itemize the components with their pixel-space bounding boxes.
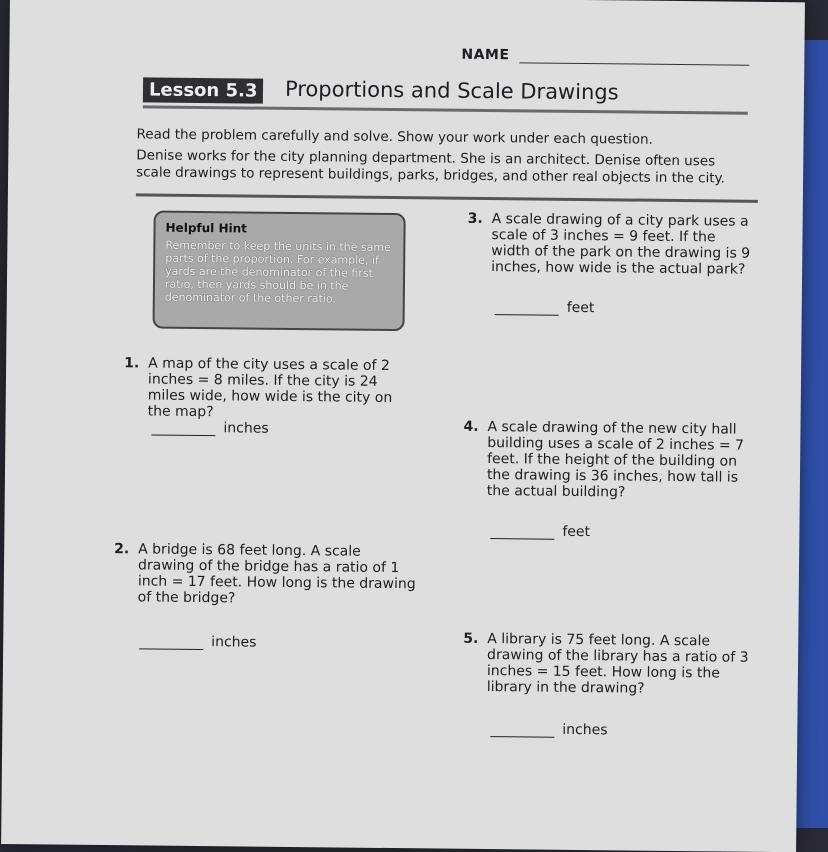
context-text: Denise works for the city planning department. She is an architect. Denise often uses scale drawings to represent buildings, parks, bridges, and other real objects in the city. [136,147,725,187]
answer-unit: inches [562,721,608,739]
problem-text: A bridge is 68 feet long. A scale drawing of the bridge has a ratio of 1 inch = 17 feet. How long is the drawing of the bridge? [137,541,416,607]
answer-3[interactable] [495,299,595,316]
answer-2[interactable] [139,633,256,650]
lesson-title: Proportions and Scale Drawings [284,76,619,105]
problem-1 [124,355,419,422]
lesson-badge: Lesson 5.3 [143,77,264,103]
problem-text: A scale drawing of a city park uses a scale of 3 inches = 9 feet. If the width of the park on the drawing is 9 inches, how wide is the actual park? [491,211,751,278]
answer-blank[interactable] [151,423,215,437]
hint-title: Helpful Hint [165,220,248,236]
problem-text: A library is 75 feet long. A scale drawing of the library has a ratio of 3 inches = 15 feet. How long is the library in the drawing? [486,631,749,697]
problem-number: 3. [467,210,483,227]
answer-blank[interactable] [490,526,554,540]
problem-number: 4. [463,418,479,435]
answer-1[interactable] [151,420,268,437]
helpful-hint-box [153,211,406,332]
answer-5[interactable] [490,721,607,738]
problem-text: A scale drawing of the new city hall building uses a scale of 2 inches = 7 feet. If the height of the building on the drawing is 36 inches, how tall is the actual building? [486,419,745,501]
title-divider [143,105,748,114]
answer-unit: inches [211,634,257,651]
name-line [519,62,749,65]
worksheet-page [1,0,805,852]
problem-number: 1. [124,355,140,372]
problem-3 [467,210,757,278]
answer-4[interactable] [490,523,590,540]
problem-4 [463,418,753,502]
instruction-text: Read the problem carefully and solve. Show your work under each question. [136,126,653,148]
problem-text: A map of the city uses a scale of 2 inches = 8 miles. If the city is 24 miles wide, how wide is the city on the map? [147,355,393,421]
name-label: NAME [461,46,510,64]
answer-blank[interactable] [495,302,559,316]
answer-unit: feet [562,523,591,541]
answer-blank[interactable] [490,724,554,738]
problem-2 [114,541,419,608]
answer-unit: inches [223,420,269,437]
hint-text: Remember to keep the units in the same parts of the proportion. For example, if yards are the denominator of the first ratio, then yards should be in the denominator of the other ratio. [164,238,391,306]
section-divider [136,193,758,203]
answer-blank[interactable] [139,636,203,650]
answer-unit: feet [566,299,595,317]
intro [136,126,737,191]
problem-5 [463,630,763,698]
problem-number: 5. [463,630,479,647]
problem-number: 2. [114,541,130,558]
